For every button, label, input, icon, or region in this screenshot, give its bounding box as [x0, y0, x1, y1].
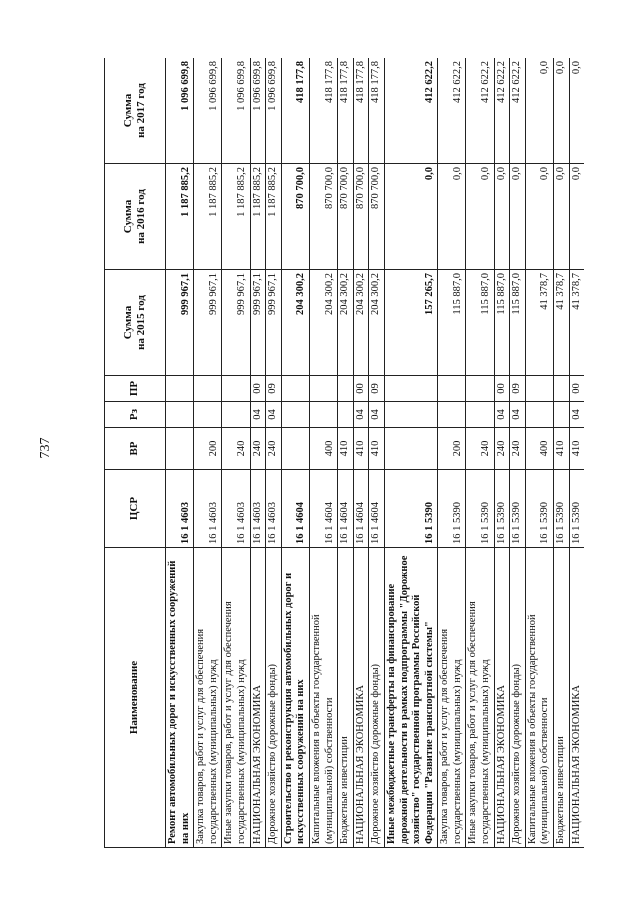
- row-pr: [554, 376, 570, 402]
- row-csr: 16 1 4603: [266, 470, 282, 548]
- row-pr: [466, 376, 494, 402]
- header-vr: ВР: [105, 428, 166, 470]
- table-container: [104, 58, 584, 848]
- row-pr: 09: [369, 376, 385, 402]
- table-row: [369, 58, 385, 848]
- row-rz: [281, 402, 309, 428]
- row-name: Ремонт автомобильных дорог и искусственных сооружений на них: [166, 548, 194, 848]
- header-rz: Рз: [105, 402, 166, 428]
- row-sum-2015: 115 887,0: [494, 270, 510, 376]
- row-rz: 04: [494, 402, 510, 428]
- row-name: Дорожное хозяйство (дорожные фонды): [266, 548, 282, 848]
- table-row: [384, 58, 437, 848]
- row-pr: [281, 376, 309, 402]
- row-csr: 16 1 4603: [194, 470, 222, 548]
- row-name: Капитальные вложения в объекты государственной (муниципальной) собственности: [525, 548, 553, 848]
- row-csr: 16 1 4604: [353, 470, 369, 548]
- row-rz: 04: [250, 402, 266, 428]
- row-csr: 16 1 4604: [338, 470, 354, 548]
- row-name: Дорожное хозяйство (дорожные фонды): [510, 548, 526, 848]
- table-row: [554, 58, 570, 848]
- table-row: [222, 58, 250, 848]
- row-csr: 16 1 5390: [525, 470, 553, 548]
- row-name: Иные межбюджетные трансферты на финансирование дорожной деятельности в рамках подпрограммы "Дорожное хозяйство" государственной программы Российской Федерации "Развитие транспортной системы": [384, 548, 437, 848]
- row-rz: 04: [510, 402, 526, 428]
- row-csr: 16 1 5390: [494, 470, 510, 548]
- row-rz: 04: [266, 402, 282, 428]
- row-name: Дорожное хозяйство (дорожные фонды): [369, 548, 385, 848]
- table-row: [438, 58, 466, 848]
- table-row: [266, 58, 282, 848]
- row-vr: 410: [353, 428, 369, 470]
- row-rz: [554, 402, 570, 428]
- header-sum-2017-line1: Сумма: [121, 93, 134, 128]
- row-csr: 16 1 5390: [554, 470, 570, 548]
- row-sum-2015: 41 378,7: [569, 270, 584, 376]
- row-name: НАЦИОНАЛЬНАЯ ЭКОНОМИКА: [494, 548, 510, 848]
- row-sum-2017: 0,0: [569, 58, 584, 164]
- row-sum-2015: 204 300,2: [353, 270, 369, 376]
- table-row: [194, 58, 222, 848]
- row-name: Закупка товаров, работ и услуг для обеспечения государственных (муниципальных) нужд: [438, 548, 466, 848]
- row-pr: [309, 376, 337, 402]
- row-csr: 16 1 4604: [369, 470, 385, 548]
- row-rz: [338, 402, 354, 428]
- row-sum-2015: 204 300,2: [281, 270, 309, 376]
- row-csr: 16 1 4603: [166, 470, 194, 548]
- row-vr: 200: [194, 428, 222, 470]
- row-sum-2016: 1 187 885,2: [250, 164, 266, 270]
- row-sum-2015: 204 300,2: [338, 270, 354, 376]
- row-sum-2015: 999 967,1: [250, 270, 266, 376]
- row-csr: 16 1 4603: [222, 470, 250, 548]
- table-row: [309, 58, 337, 848]
- table-row: [569, 58, 584, 848]
- row-sum-2016: 870 700,0: [281, 164, 309, 270]
- row-pr: 00: [569, 376, 584, 402]
- table-row: [525, 58, 553, 848]
- header-sum-2017-line2: на 2017 год: [135, 83, 147, 138]
- row-rz: [384, 402, 437, 428]
- row-sum-2016: 1 187 885,2: [166, 164, 194, 270]
- row-sum-2016: 870 700,0: [353, 164, 369, 270]
- row-vr: [384, 428, 437, 470]
- row-csr: 16 1 5390: [569, 470, 584, 548]
- row-rz: [194, 402, 222, 428]
- row-pr: [384, 376, 437, 402]
- table-row: [338, 58, 354, 848]
- row-sum-2016: 0,0: [554, 164, 570, 270]
- table-header-row: [105, 58, 166, 848]
- row-sum-2017: 412 622,2: [438, 58, 466, 164]
- header-sum-2015-line1: Сумма: [121, 305, 134, 340]
- row-rz: [525, 402, 553, 428]
- row-rz: 04: [369, 402, 385, 428]
- row-sum-2017: 1 096 699,8: [166, 58, 194, 164]
- row-sum-2016: 0,0: [569, 164, 584, 270]
- row-sum-2015: 999 967,1: [266, 270, 282, 376]
- row-sum-2016: 870 700,0: [309, 164, 337, 270]
- header-sum-2016-line1: Сумма: [121, 199, 134, 234]
- row-vr: 240: [266, 428, 282, 470]
- row-rz: [438, 402, 466, 428]
- row-pr: [438, 376, 466, 402]
- row-pr: 09: [266, 376, 282, 402]
- header-csr: ЦСР: [105, 470, 166, 548]
- row-rz: [466, 402, 494, 428]
- row-name: Иные закупки товаров, работ и услуг для обеспечения государственных (муниципальных) нужд: [466, 548, 494, 848]
- row-vr: 240: [494, 428, 510, 470]
- row-pr: 00: [250, 376, 266, 402]
- table-row: [166, 58, 194, 848]
- page-number: 737: [38, 437, 53, 459]
- row-name: НАЦИОНАЛЬНАЯ ЭКОНОМИКА: [250, 548, 266, 848]
- row-vr: 410: [369, 428, 385, 470]
- row-sum-2017: 418 177,8: [369, 58, 385, 164]
- row-sum-2017: 1 096 699,8: [266, 58, 282, 164]
- row-rz: [222, 402, 250, 428]
- row-csr: 16 1 5390: [466, 470, 494, 548]
- row-sum-2017: 1 096 699,8: [222, 58, 250, 164]
- budget-table: [104, 58, 584, 848]
- row-name: НАЦИОНАЛЬНАЯ ЭКОНОМИКА: [353, 548, 369, 848]
- row-rz: [309, 402, 337, 428]
- row-sum-2016: 0,0: [466, 164, 494, 270]
- row-sum-2017: 1 096 699,8: [194, 58, 222, 164]
- row-sum-2016: 870 700,0: [338, 164, 354, 270]
- row-sum-2016: 0,0: [384, 164, 437, 270]
- row-pr: [338, 376, 354, 402]
- row-name: Строительство и реконструкция автомобильных дорог и искусственных сооружений на них: [281, 548, 309, 848]
- row-vr: 400: [525, 428, 553, 470]
- table-row: [281, 58, 309, 848]
- header-sum-2016-line2: на 2016 год: [135, 189, 147, 244]
- row-rz: 04: [353, 402, 369, 428]
- row-vr: 410: [554, 428, 570, 470]
- header-name: Наименование: [105, 548, 166, 848]
- row-csr: 16 1 5390: [510, 470, 526, 548]
- row-sum-2015: 999 967,1: [194, 270, 222, 376]
- row-name: Капитальные вложения в объекты государственной (муниципальной) собственности: [309, 548, 337, 848]
- row-sum-2015: 41 378,7: [554, 270, 570, 376]
- row-sum-2017: 418 177,8: [309, 58, 337, 164]
- row-pr: 00: [353, 376, 369, 402]
- header-sum-2016: [105, 164, 166, 270]
- row-sum-2015: 157 265,7: [384, 270, 437, 376]
- row-csr: 16 1 4603: [250, 470, 266, 548]
- row-pr: [525, 376, 553, 402]
- row-rz: [166, 402, 194, 428]
- row-sum-2017: 1 096 699,8: [250, 58, 266, 164]
- row-sum-2015: 115 887,0: [438, 270, 466, 376]
- row-sum-2017: 412 622,2: [510, 58, 526, 164]
- row-sum-2016: 1 187 885,2: [266, 164, 282, 270]
- row-name: Иные закупки товаров, работ и услуг для обеспечения государственных (муниципальных) нужд: [222, 548, 250, 848]
- row-sum-2016: 1 187 885,2: [222, 164, 250, 270]
- table-row: [510, 58, 526, 848]
- row-sum-2017: 0,0: [554, 58, 570, 164]
- row-vr: 400: [309, 428, 337, 470]
- row-vr: [166, 428, 194, 470]
- table-row: [466, 58, 494, 848]
- row-pr: [166, 376, 194, 402]
- row-sum-2016: 870 700,0: [369, 164, 385, 270]
- row-sum-2016: 0,0: [510, 164, 526, 270]
- row-vr: 240: [510, 428, 526, 470]
- row-sum-2016: 0,0: [438, 164, 466, 270]
- row-pr: [194, 376, 222, 402]
- row-sum-2015: 999 967,1: [222, 270, 250, 376]
- row-sum-2015: 204 300,2: [309, 270, 337, 376]
- row-sum-2016: 0,0: [525, 164, 553, 270]
- row-csr: 16 1 5390: [384, 470, 437, 548]
- header-sum-2015-line2: на 2015 год: [135, 295, 147, 350]
- row-sum-2017: 418 177,8: [353, 58, 369, 164]
- row-pr: 00: [494, 376, 510, 402]
- row-sum-2017: 412 622,2: [466, 58, 494, 164]
- row-sum-2015: 115 887,0: [466, 270, 494, 376]
- row-sum-2017: 0,0: [525, 58, 553, 164]
- header-sum-2017: [105, 58, 166, 164]
- row-csr: 16 1 5390: [438, 470, 466, 548]
- row-vr: 240: [466, 428, 494, 470]
- row-name: Бюджетные инвестиции: [554, 548, 570, 848]
- header-pr: ПР: [105, 376, 166, 402]
- row-pr: [222, 376, 250, 402]
- row-csr: 16 1 4604: [281, 470, 309, 548]
- table-row: [250, 58, 266, 848]
- row-pr: 09: [510, 376, 526, 402]
- row-name: НАЦИОНАЛЬНАЯ ЭКОНОМИКА: [569, 548, 584, 848]
- table-row: [353, 58, 369, 848]
- rotated-table-area: [104, 58, 584, 848]
- row-csr: 16 1 4604: [309, 470, 337, 548]
- row-name: Бюджетные инвестиции: [338, 548, 354, 848]
- row-vr: [281, 428, 309, 470]
- row-vr: 240: [250, 428, 266, 470]
- row-sum-2015: 115 887,0: [510, 270, 526, 376]
- row-sum-2016: 1 187 885,2: [194, 164, 222, 270]
- row-sum-2017: 412 622,2: [494, 58, 510, 164]
- row-vr: 410: [338, 428, 354, 470]
- row-rz: 04: [569, 402, 584, 428]
- row-sum-2015: 41 378,7: [525, 270, 553, 376]
- row-vr: 410: [569, 428, 584, 470]
- table-row: [494, 58, 510, 848]
- header-sum-2015: [105, 270, 166, 376]
- row-sum-2016: 0,0: [494, 164, 510, 270]
- row-vr: 240: [222, 428, 250, 470]
- row-sum-2017: 418 177,8: [338, 58, 354, 164]
- row-name: Закупка товаров, работ и услуг для обеспечения государственных (муниципальных) нужд: [194, 548, 222, 848]
- row-sum-2017: 418 177,8: [281, 58, 309, 164]
- row-vr: 200: [438, 428, 466, 470]
- row-sum-2015: 999 967,1: [166, 270, 194, 376]
- row-sum-2015: 204 300,2: [369, 270, 385, 376]
- row-sum-2017: 412 622,2: [384, 58, 437, 164]
